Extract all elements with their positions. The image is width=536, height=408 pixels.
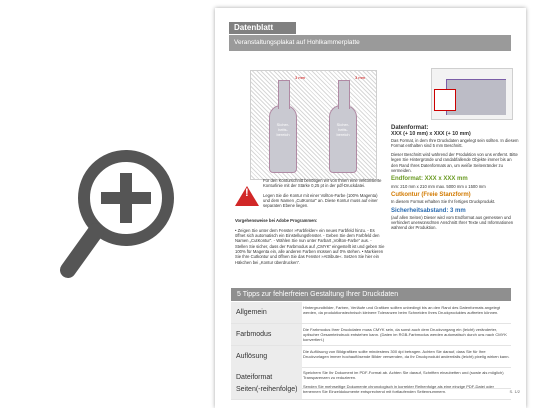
dataformat-spec: XXX (+ 10 mm) x XXX (+ 10 mm) [391, 131, 471, 138]
tip-text: Senden Sie mehrseitige Dokumente chronologisch in korrekter Reihenfolge als eine einzige PDF-Datei oder benennen Sie Einzeldokumente entsprechend mit fortlaufenden Seitennummern. [303, 384, 494, 394]
tip-text: Die Farbmodus Ihrer Druckdaten muss CMYK sein, da sonst auch dem Druckvorgang ein (leicht) veränderter, optischer Gesamteindruck entstehen kann. (Daten im RGB-Farbmodus werden automatisch durch uns nach CMYK konvertiert.) [303, 327, 507, 342]
bottle-shape-right [329, 105, 357, 173]
dataformat-text: Das Format, in dem Ihre Druckdaten angelegt sein sollten. In diesem Format enthalten sind 5 mm Beschnitt. [391, 137, 519, 148]
bottle-diagram [250, 70, 377, 180]
format-info [391, 126, 519, 235]
bottle-label: Sicher- heits- bereich [276, 122, 290, 137]
dataformat-heading: Datenformat: [391, 125, 429, 131]
tips-title: 5 Tipps zur fehlerfreien Gestaltung Ihrer Druckdaten [231, 288, 511, 301]
warning-text-3: Vorgehensweise bei Adobe Programmen: [235, 218, 318, 224]
endformat-text: mm: 210 mm x 210 mm max. 5000 mm x 1500 mm [391, 183, 486, 189]
zoom-in-icon[interactable] [58, 143, 183, 283]
endformat-heading: Endformat: XXX x XXX mm [391, 176, 468, 183]
tip-text: Hintergrundbilder, Farben, Verläufe und Grafiken sollten unbedingt bis an den Rand des Datenformats angelegt werden, da produktionstechnisch kleinere Toleranzen beim Schneiden Ihres Druckproduktes auftreten können. [303, 305, 501, 315]
tip-label: Farbmodus [231, 324, 302, 345]
warning-text-2: Legen Sie die Kontur mit einer Vollton-Farbe (100% Magenta) und dem Namen „CutKontur“ an. Diese Kontur muss auf einer separaten Ebene liegen. [263, 192, 378, 209]
tip-row [231, 381, 511, 400]
zoom-detail-icon [434, 89, 456, 111]
document-subtitle: Veranstaltungsplakat auf Hohlkammerplatte [229, 35, 511, 51]
tip-label: Auflösung [231, 346, 302, 367]
tip-label: Dateiformat [231, 367, 302, 388]
cutkontur-warning [235, 178, 385, 265]
cutkontur-heading: Cutkontur (Freie Stanzform) [391, 191, 471, 198]
safety-heading: Sicherheitsabstand: 3 mm [391, 207, 466, 214]
bottle-shape-left [269, 105, 297, 173]
dimension-label: 3 mm [355, 75, 365, 80]
tip-row [231, 302, 511, 324]
tip-row [231, 346, 511, 368]
bottle-label: Sicher- heits- bereich [336, 122, 350, 137]
document-page [215, 8, 526, 408]
format-corner-diagram [431, 68, 513, 120]
tip-label: Allgemein [231, 302, 302, 323]
tip-text: Speichern Sie Ihr Dokument im PDF-Format ab. Achten Sie darauf, Schriften einzubetten und (sowie als möglich) Transparenzen zu reduzieren. [303, 370, 504, 380]
tip-label: Seiten(-reihenfolge) [231, 381, 302, 399]
tip-text: Die Auflösung von Bildgrafiken sollte mindestens 300 dpi betragen. Achten Sie darauf, dass Sie für Ihre Druckvorlagen immer hochauflösende Bilder verwenden, da Ihr Druckprodukt andernfalls (leicht) pixelig wirken kann. [303, 349, 510, 359]
warning-text-1: Für den Konturschnitt benötigen wir von Ihnen eine vektorisierte Konturlinie mit der Stärke 0,25 pt in der pdf-Druckdatei. [263, 178, 382, 189]
dimension-label: 3 mm [295, 75, 305, 80]
cutkontur-text: In diesem Format erhalten Sie Ihr fertiges Druckprodukt. [391, 199, 496, 205]
document-title: Datenblatt [229, 22, 296, 34]
tip-row [231, 324, 511, 346]
warning-icon: ! [235, 186, 259, 206]
page-number: S. 1/2 [509, 389, 520, 394]
safety-text: (auf allen Seiten) Dieser wird vom Endformat aus gemessen und verhindert unerwünschten Anschnitt Ihrer Texte und Informationen während der Produktion. [391, 214, 514, 231]
dataformat-text-2: Dieser Beschnitt wird während der Produktion von uns entfernt. Bitte legen Sie Hintergründe und randabfallende Objekte immer bis an den Rand Ihres Datenformats an, um weiße Seitenränder zu vermeiden. [391, 152, 518, 174]
warning-text-4: • Zeigen Sie unter dem Fenster »Farbfelder« ein neues Farbfeld hinzu. - Es öffnet sich automatisch ein Einstellungsfenster. - Geben Sie dem Farbfeld den Namen „CutKontur“. - Wählen Sie nun unter Farbart „Vollton-Farbe“ aus. - Stellen Sie sicher, dass der Farbmodus auf „CMYK“ eingestellt ist und geben Sie 100% für Magenta ein, alle anderen Farben müssen auf 0% stehen. • Markieren Sie Ihre Cutkontur und öffnen Sie das Fenster »Attribute«. Setzen Sie hier ein Häkchen bei „Kontur überdrucken“. [235, 227, 385, 265]
